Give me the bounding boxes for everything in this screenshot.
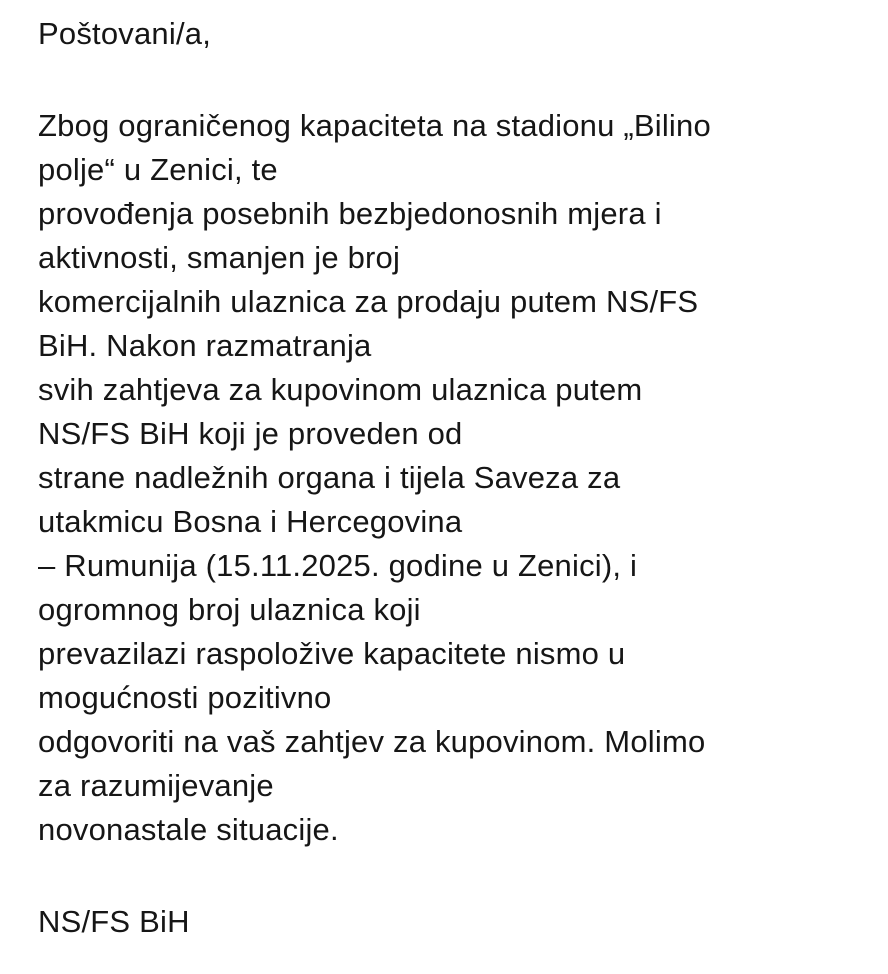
body-line: Zbog ograničenog kapaciteta na stadionu „Bilino — [38, 108, 711, 143]
signature-line: NS/FS BiH — [38, 904, 190, 939]
body-line: svih zahtjeva za kupovinom ulaznica putem — [38, 372, 643, 407]
body-line: mogućnosti pozitivno — [38, 680, 332, 715]
body-line: NS/FS BiH koji je proveden od — [38, 416, 463, 451]
body-line: strane nadležnih organa i tijela Saveza za — [38, 460, 621, 495]
body-line: utakmicu Bosna i Hercegovina — [38, 504, 463, 539]
body-line: aktivnosti, smanjen je broj — [38, 240, 401, 275]
body-line: prevazilazi raspoložive kapacitete nismo u — [38, 636, 626, 671]
body-line: komercijalnih ulaznica za prodaju putem NS/FS — [38, 284, 699, 319]
greeting-line: Poštovani/a, — [38, 16, 212, 51]
body-line: BiH. Nakon razmatranja — [38, 328, 372, 363]
body-line: odgovoriti na vaš zahtjev za kupovinom. Molimo — [38, 724, 706, 759]
body-line: provođenja posebnih bezbjedonosnih mjera i — [38, 196, 662, 231]
body-line: za razumijevanje — [38, 768, 274, 803]
body-line: – Rumunija (15.11.2025. godine u Zenici), i — [38, 548, 638, 583]
body-line: novonastale situacije. — [38, 812, 339, 847]
body-line: ogromnog broj ulaznica koji — [38, 592, 421, 627]
body-line: polje“ u Zenici, te — [38, 152, 278, 187]
